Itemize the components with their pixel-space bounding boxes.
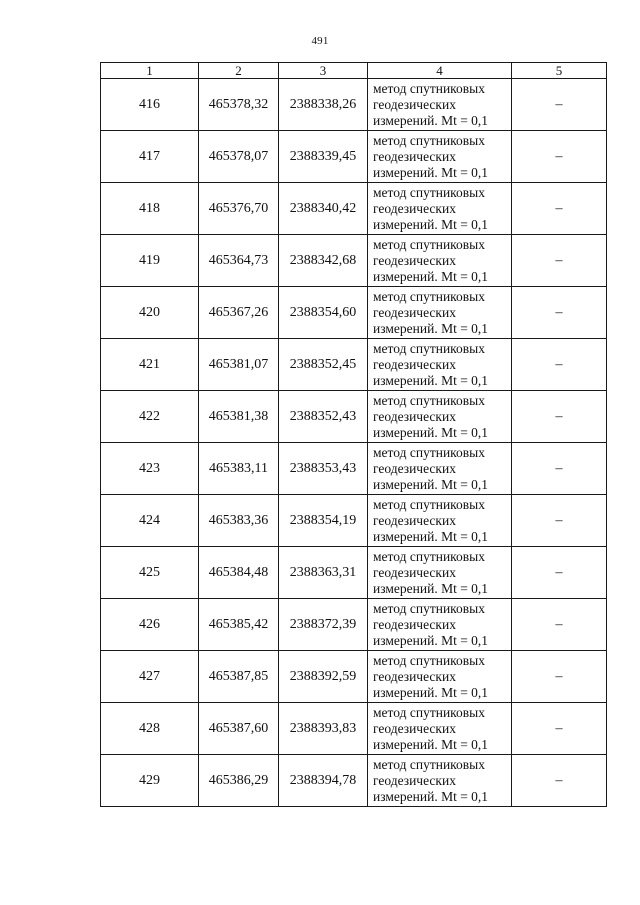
x-coordinate-cell: 465386,29: [199, 755, 279, 807]
method-line-1: метод спутниковых: [373, 704, 485, 720]
method-cell: [368, 287, 512, 339]
method-cell: [368, 131, 512, 183]
y-coordinate-cell: 2388393,83: [279, 703, 368, 755]
method-line-3: измерений. Mt = 0,1: [373, 528, 489, 544]
note-cell: –: [512, 599, 607, 651]
method-line-1: метод спутниковых: [373, 340, 485, 356]
x-coordinate-cell: 465376,70: [199, 183, 279, 235]
method-cell: [368, 599, 512, 651]
y-coordinate-cell: 2388338,26: [279, 79, 368, 131]
note-cell: –: [512, 547, 607, 599]
method-line-1: метод спутниковых: [373, 652, 485, 668]
method-line-1: метод спутниковых: [373, 132, 485, 148]
table-row: [101, 443, 607, 495]
point-id-cell: 420: [101, 287, 199, 339]
method-line-2: геодезических: [373, 512, 456, 528]
table-row: [101, 703, 607, 755]
point-id-cell: 429: [101, 755, 199, 807]
page-number: 491: [311, 35, 329, 47]
note-cell: –: [512, 443, 607, 495]
method-cell: [368, 79, 512, 131]
header-col-4: 4: [368, 63, 512, 79]
method-cell: [368, 235, 512, 287]
method-line-3: измерений. Mt = 0,1: [373, 372, 489, 388]
table-row: [101, 339, 607, 391]
x-coordinate-cell: 465383,11: [199, 443, 279, 495]
y-coordinate-cell: 2388340,42: [279, 183, 368, 235]
y-coordinate-cell: 2388353,43: [279, 443, 368, 495]
x-coordinate-cell: 465385,42: [199, 599, 279, 651]
method-line-2: геодезических: [373, 356, 456, 372]
method-cell: [368, 651, 512, 703]
table-row: [101, 547, 607, 599]
point-id-cell: 423: [101, 443, 199, 495]
note-cell: –: [512, 391, 607, 443]
method-cell: [368, 703, 512, 755]
point-id-cell: 419: [101, 235, 199, 287]
method-line-2: геодезических: [373, 252, 456, 268]
note-cell: –: [512, 235, 607, 287]
point-id-cell: 427: [101, 651, 199, 703]
method-line-3: измерений. Mt = 0,1: [373, 580, 489, 596]
coordinates-table: [100, 62, 607, 807]
method-cell: [368, 495, 512, 547]
note-cell: –: [512, 755, 607, 807]
method-cell: [368, 547, 512, 599]
y-coordinate-cell: 2388339,45: [279, 131, 368, 183]
x-coordinate-cell: 465381,38: [199, 391, 279, 443]
method-line-3: измерений. Mt = 0,1: [373, 112, 489, 128]
method-line-1: метод спутниковых: [373, 444, 485, 460]
method-line-3: измерений. Mt = 0,1: [373, 632, 489, 648]
y-coordinate-cell: 2388372,39: [279, 599, 368, 651]
method-line-3: измерений. Mt = 0,1: [373, 164, 489, 180]
table-row: [101, 287, 607, 339]
method-line-1: метод спутниковых: [373, 496, 485, 512]
x-coordinate-cell: 465378,07: [199, 131, 279, 183]
method-line-1: метод спутниковых: [373, 600, 485, 616]
x-coordinate-cell: 465383,36: [199, 495, 279, 547]
x-coordinate-cell: 465387,60: [199, 703, 279, 755]
note-cell: –: [512, 183, 607, 235]
x-coordinate-cell: 465364,73: [199, 235, 279, 287]
method-line-3: измерений. Mt = 0,1: [373, 684, 489, 700]
method-cell: [368, 755, 512, 807]
method-cell: [368, 339, 512, 391]
method-line-2: геодезических: [373, 96, 456, 112]
method-line-1: метод спутниковых: [373, 548, 485, 564]
point-id-cell: 421: [101, 339, 199, 391]
y-coordinate-cell: 2388352,45: [279, 339, 368, 391]
method-line-1: метод спутниковых: [373, 756, 485, 772]
table-row: [101, 183, 607, 235]
note-cell: –: [512, 287, 607, 339]
method-line-3: измерений. Mt = 0,1: [373, 788, 489, 804]
header-col-5: 5: [512, 63, 607, 79]
table-row: [101, 651, 607, 703]
table-header: [101, 63, 607, 79]
table-row: [101, 755, 607, 807]
method-line-2: геодезических: [373, 772, 456, 788]
header-col-2: 2: [199, 63, 279, 79]
table-row: [101, 599, 607, 651]
header-col-3: 3: [279, 63, 368, 79]
method-line-2: геодезических: [373, 304, 456, 320]
table-row: [101, 495, 607, 547]
point-id-cell: 422: [101, 391, 199, 443]
point-id-cell: 418: [101, 183, 199, 235]
y-coordinate-cell: 2388352,43: [279, 391, 368, 443]
table-row: [101, 235, 607, 287]
method-line-3: измерений. Mt = 0,1: [373, 736, 489, 752]
table-body: [101, 79, 607, 807]
note-cell: –: [512, 651, 607, 703]
method-line-2: геодезических: [373, 616, 456, 632]
method-line-3: измерений. Mt = 0,1: [373, 320, 489, 336]
table-row: [101, 79, 607, 131]
method-line-2: геодезических: [373, 668, 456, 684]
method-line-2: геодезических: [373, 148, 456, 164]
x-coordinate-cell: 465378,32: [199, 79, 279, 131]
header-col-1: 1: [101, 63, 199, 79]
x-coordinate-cell: 465387,85: [199, 651, 279, 703]
note-cell: –: [512, 703, 607, 755]
point-id-cell: 426: [101, 599, 199, 651]
point-id-cell: 425: [101, 547, 199, 599]
method-line-3: измерений. Mt = 0,1: [373, 424, 489, 440]
note-cell: –: [512, 495, 607, 547]
method-line-1: метод спутниковых: [373, 80, 485, 96]
point-id-cell: 424: [101, 495, 199, 547]
y-coordinate-cell: 2388394,78: [279, 755, 368, 807]
method-cell: [368, 391, 512, 443]
method-line-2: геодезических: [373, 408, 456, 424]
note-cell: –: [512, 131, 607, 183]
y-coordinate-cell: 2388342,68: [279, 235, 368, 287]
method-line-3: измерений. Mt = 0,1: [373, 476, 489, 492]
y-coordinate-cell: 2388363,31: [279, 547, 368, 599]
method-line-3: измерений. Mt = 0,1: [373, 268, 489, 284]
x-coordinate-cell: 465384,48: [199, 547, 279, 599]
header-row: [101, 63, 607, 79]
x-coordinate-cell: 465381,07: [199, 339, 279, 391]
y-coordinate-cell: 2388354,60: [279, 287, 368, 339]
method-cell: [368, 183, 512, 235]
method-line-1: метод спутниковых: [373, 236, 485, 252]
y-coordinate-cell: 2388392,59: [279, 651, 368, 703]
table-row: [101, 391, 607, 443]
method-line-2: геодезических: [373, 460, 456, 476]
point-id-cell: 416: [101, 79, 199, 131]
method-line-1: метод спутниковых: [373, 392, 485, 408]
method-line-2: геодезических: [373, 200, 456, 216]
method-line-3: измерений. Mt = 0,1: [373, 216, 489, 232]
note-cell: –: [512, 79, 607, 131]
point-id-cell: 417: [101, 131, 199, 183]
table-row: [101, 131, 607, 183]
note-cell: –: [512, 339, 607, 391]
method-cell: [368, 443, 512, 495]
method-line-1: метод спутниковых: [373, 288, 485, 304]
point-id-cell: 428: [101, 703, 199, 755]
method-line-2: геодезических: [373, 564, 456, 580]
x-coordinate-cell: 465367,26: [199, 287, 279, 339]
method-line-2: геодезических: [373, 720, 456, 736]
y-coordinate-cell: 2388354,19: [279, 495, 368, 547]
method-line-1: метод спутниковых: [373, 184, 485, 200]
